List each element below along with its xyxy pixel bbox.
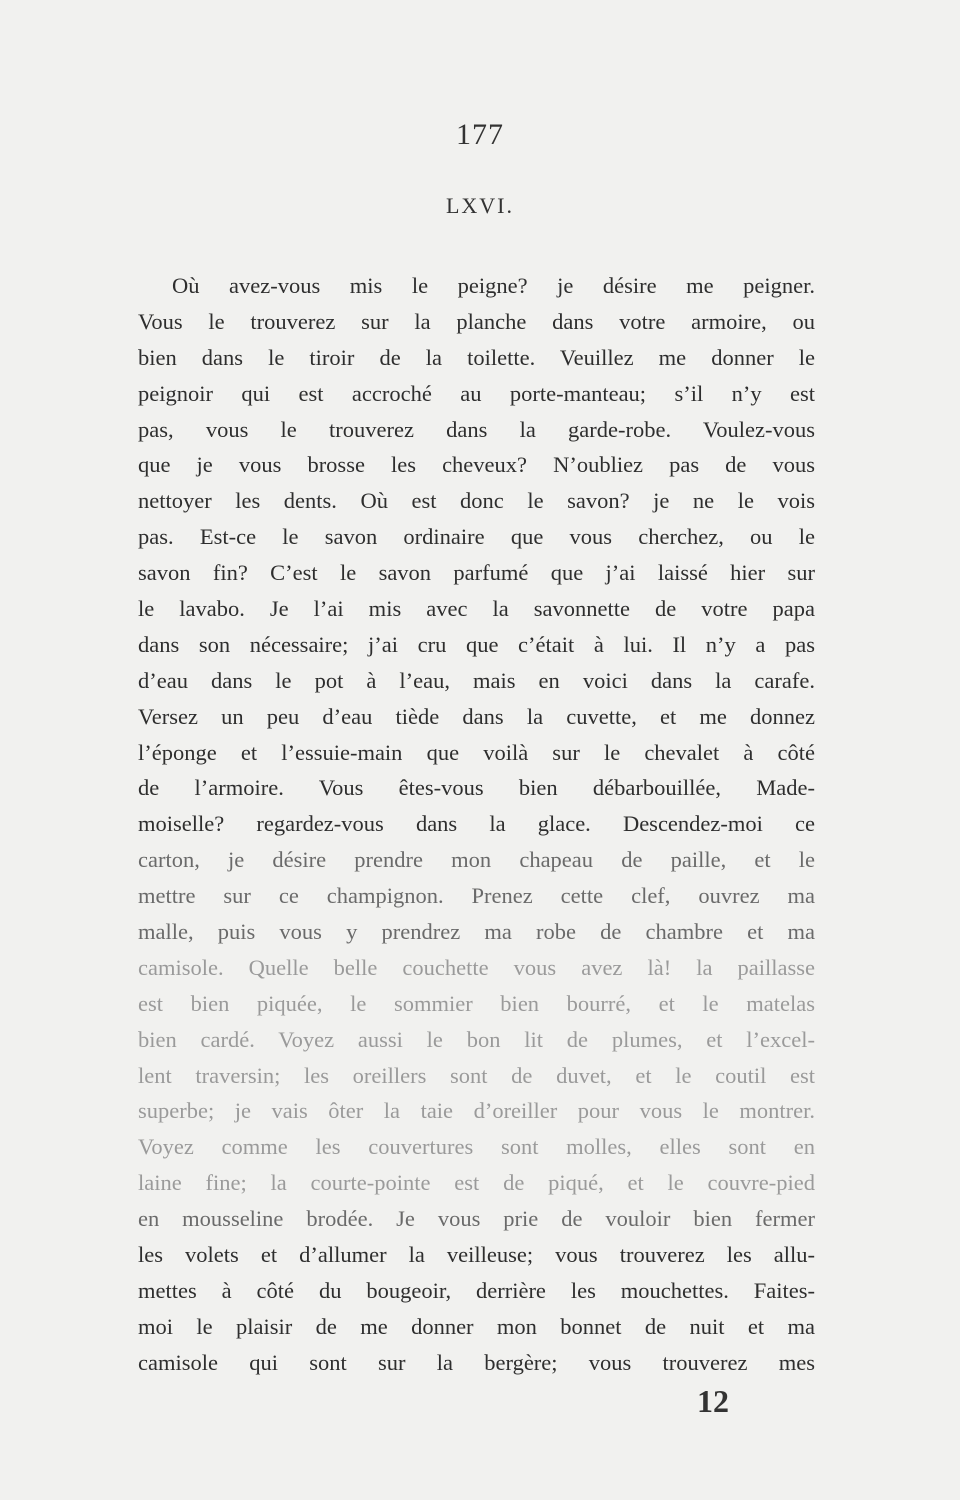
text-line: les volets et d’allumer la veilleuse; vous trouverez les allu- [138, 1242, 815, 1268]
text-line: de l’armoire. Vous êtes-vous bien débarbouillée, Made- [138, 775, 815, 801]
text-line: d’eau dans le pot à l’eau, mais en voici dans la carafe. [138, 667, 815, 693]
text-line: bien dans le tiroir de la toilette. Veuillez me donner le [138, 344, 815, 370]
text-line: camisole. Quelle belle couchette vous avez là! la paillasse [138, 954, 815, 980]
text-line: le lavabo. Je l’ai mis avec la savonnette de votre papa [138, 596, 815, 622]
text-line: pas. Est-ce le savon ordinaire que vous cherchez, ou le [138, 524, 815, 550]
body-text [138, 268, 815, 1381]
text-line: est bien piquée, le sommier bien bourré, et le matelas [138, 990, 815, 1016]
text-line: lent traversin; les oreillers sont de duvet, et le coutil est [138, 1062, 815, 1088]
text-line: Vous le trouverez sur la planche dans votre armoire, ou [138, 308, 815, 334]
text-line: savon fin? C’est le savon parfumé que j’ai laissé hier sur [138, 560, 815, 586]
signature-mark: 12 [697, 1383, 729, 1419]
text-line: pas, vous le trouverez dans la garde-robe. Voulez-vous [138, 416, 815, 442]
text-line: superbe; je vais ôter la taie d’oreiller pour vous le montrer. [138, 1098, 815, 1124]
text-line: mettes à côté du bougeoir, derrière les mouchettes. Faites- [138, 1277, 815, 1303]
text-line: bien cardé. Voyez aussi le bon lit de plumes, et l’excel- [138, 1026, 815, 1052]
text-line: camisole qui sont sur la bergère; vous trouverez mes [138, 1349, 815, 1375]
text-line: laine fine; la courte-pointe est de piqué, et le couvre-pied [138, 1170, 815, 1196]
text-line: en mousseline brodée. Je vous prie de vouloir bien fermer [138, 1206, 815, 1232]
page-number: 177 [456, 118, 504, 151]
text-line: peignoir qui est accroché au porte-manteau; s’il n’y est [138, 380, 815, 406]
text-line: carton, je désire prendre mon chapeau de paille, et le [138, 847, 815, 873]
text-line: moi le plaisir de me donner mon bonnet de nuit et ma [138, 1313, 815, 1339]
text-line: moiselle? regardez-vous dans la glace. Descendez-moi ce [138, 811, 815, 837]
text-line: Voyez comme les couvertures sont molles, elles sont en [138, 1134, 815, 1160]
text-line: malle, puis vous y prendrez ma robe de chambre et ma [138, 919, 815, 945]
chapter-heading: LXVI. [445, 193, 515, 218]
text-line: mettre sur ce champignon. Prenez cette clef, ouvrez ma [138, 883, 815, 909]
text-line: Où avez-vous mis le peigne? je désire me peigner. [172, 273, 815, 298]
text-line: que je vous brosse les cheveux? N’oubliez pas de vous [138, 452, 815, 478]
text-line: l’éponge et l’essuie-main que voilà sur le chevalet à côté [138, 739, 815, 765]
text-line: nettoyer les dents. Où est donc le savon? je ne le vois [138, 488, 815, 514]
text-line: Versez un peu d’eau tiède dans la cuvette, et me donnez [138, 703, 815, 729]
text-line: dans son nécessaire; j’ai cru que c’était à lui. Il n’y a pas [138, 631, 815, 657]
